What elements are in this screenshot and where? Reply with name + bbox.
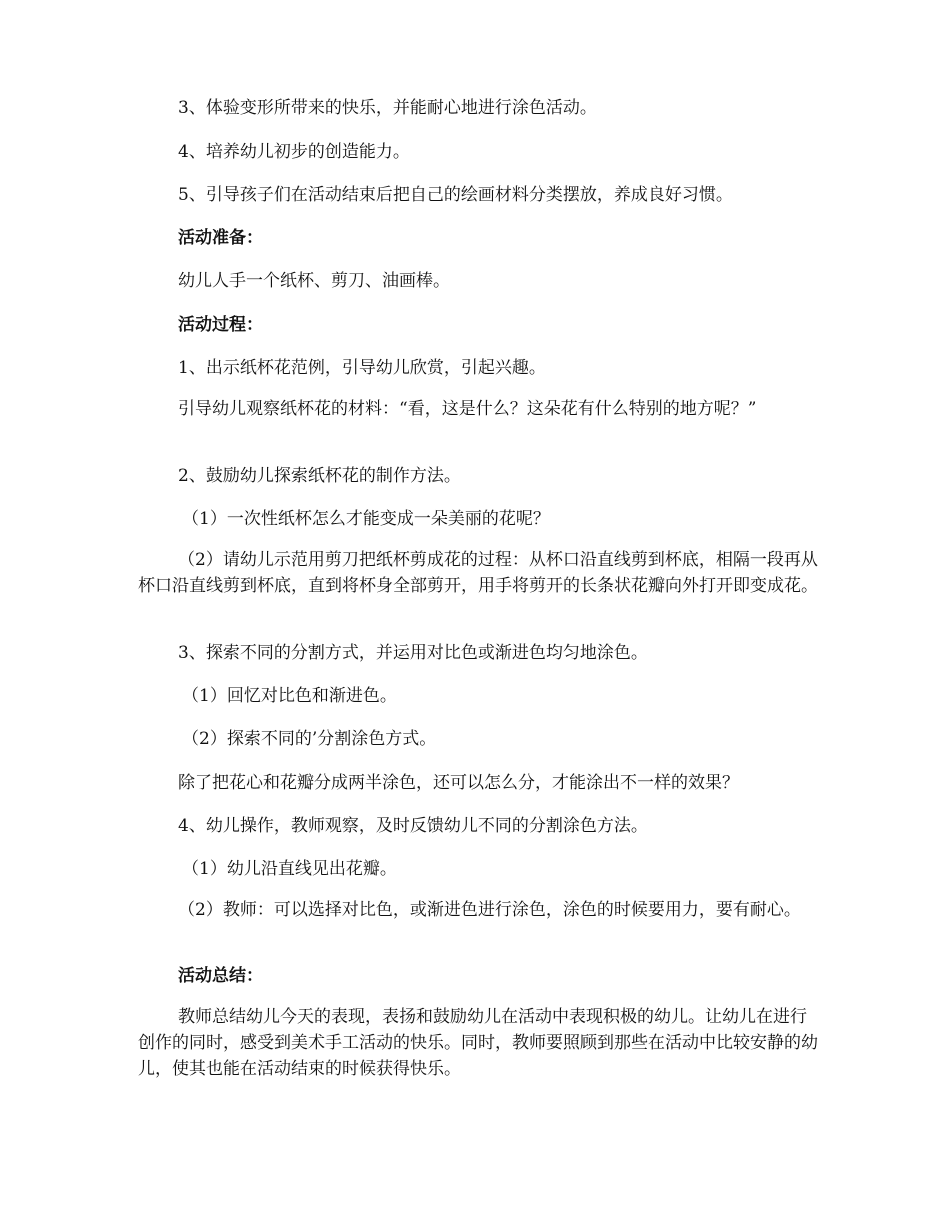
prep-text: 幼儿人手一个纸杯、剪刀、油画棒。	[178, 271, 450, 291]
process-step-3: 3、探索不同的分割方式，并运用对比色或渐进色均匀地涂色。	[178, 643, 648, 663]
process-step-4: 4、幼儿操作，教师观察，及时反馈幼儿不同的分割涂色方法。	[178, 816, 648, 836]
goal-4: 4、培养幼儿初步的创造能力。	[178, 142, 410, 162]
process-step-1-detail: 引导幼儿观察纸杯花的材料：“看，这是什么？这朵花有什么特别的地方呢？”	[178, 399, 757, 419]
process-step-2: 2、鼓励幼儿探索纸杯花的制作方法。	[178, 466, 461, 486]
summary-text: 教师总结幼儿今天的表现，表扬和鼓励幼儿在活动中表现积极的幼儿。让幼儿在进行创作的同时，感受到美术手工活动的快乐。同时，教师要照顾到那些在活动中比较安静的幼儿，使其也能在活动结束的时候获得快乐。	[138, 1007, 818, 1079]
process-step-2-sub-2: （2）请幼儿示范用剪刀把纸杯剪成花的过程：从杯口沿直线剪到杯底，相隔一段再从杯口沿直线剪到杯底，直到将杯身全部剪开，用手将剪开的长条状花瓣向外打开即变成花。	[138, 550, 818, 596]
process-heading: 活动过程：	[178, 315, 263, 335]
process-step-3-detail: 除了把花心和花瓣分成两半涂色，还可以怎么分，才能涂出不一样的效果？	[178, 773, 739, 793]
process-step-1: 1、出示纸杯花范例，引导幼儿欣赏，引起兴趣。	[178, 358, 546, 378]
goal-3: 3、体验变形所带来的快乐，并能耐心地进行涂色活动。	[178, 98, 597, 118]
goal-5: 5、引导孩子们在活动结束后把自己的绘画材料分类摆放，养成良好习惯。	[178, 185, 733, 205]
summary-heading: 活动总结：	[178, 966, 263, 986]
process-step-3-sub-1: （1）回忆对比色和渐进色。	[182, 686, 397, 706]
process-step-4-sub-2: （2）教师：可以选择对比色，或渐进色进行涂色，涂色的时候要用力，要有耐心。	[178, 900, 801, 920]
process-step-2-sub-1: （1）一次性纸杯怎么才能变成一朵美丽的花呢？	[182, 509, 550, 529]
process-step-4-sub-1: （1）幼儿沿直线见出花瓣。	[182, 859, 397, 879]
prep-heading: 活动准备：	[178, 228, 263, 248]
process-step-3-sub-2: （2）探索不同的’分割涂色方式。	[182, 729, 437, 749]
